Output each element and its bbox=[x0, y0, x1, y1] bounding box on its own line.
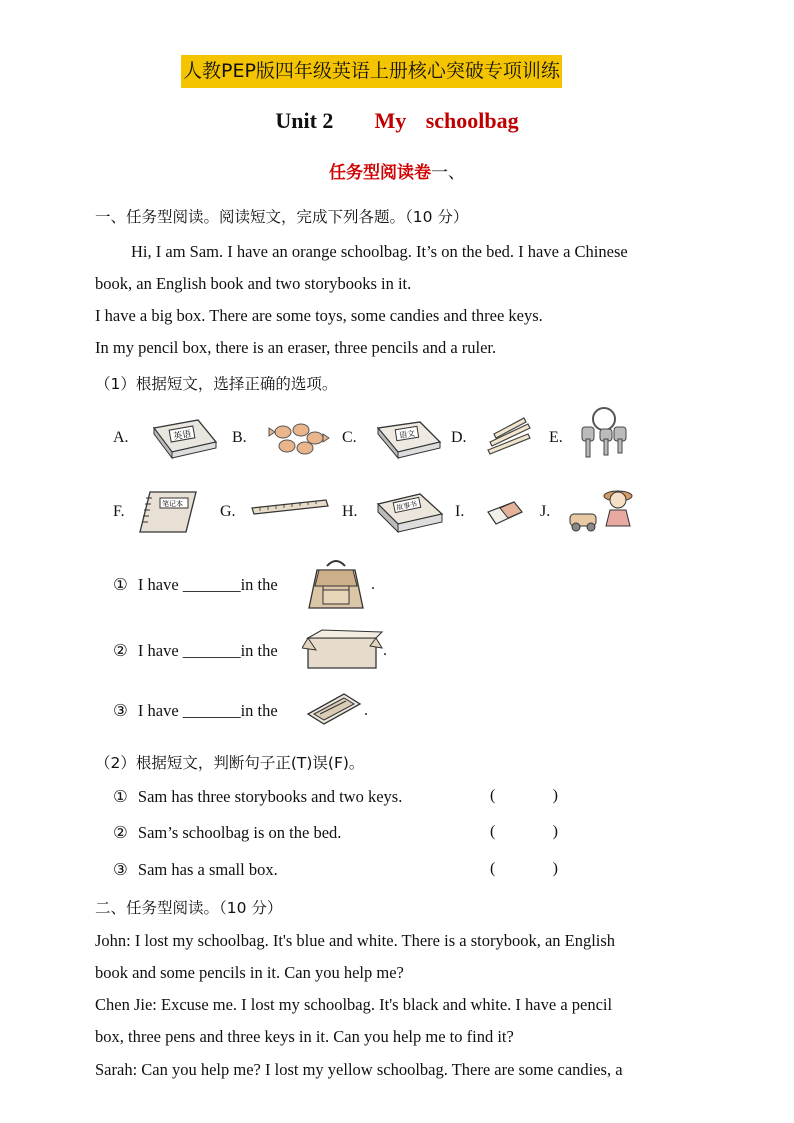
item-number: ① bbox=[113, 787, 128, 806]
fill-text: I have _______in the bbox=[137, 641, 278, 660]
eraser-icon bbox=[484, 498, 526, 528]
passage-line: Sarah: Can you help me? I lost my yellow schoolbag. There are some candies, a bbox=[95, 1060, 623, 1079]
passage-line: John: I lost my schoolbag. It's blue and white. There is a storybook, an English bbox=[95, 931, 616, 950]
judge-text: Sam has a small box. bbox=[137, 860, 278, 879]
english-book-icon bbox=[148, 414, 220, 462]
item-number: ① bbox=[113, 575, 128, 594]
passage-line: Hi, I am Sam. I have an orange schoolbag. It’s on the bed. I have a Chinese bbox=[131, 242, 628, 261]
fill-text: I have _______in the bbox=[137, 575, 278, 594]
chinese-book-icon bbox=[374, 416, 444, 462]
option-letter: D. bbox=[451, 429, 467, 446]
subtitle-tail: 一、 bbox=[431, 163, 465, 183]
fill-row bbox=[113, 641, 278, 661]
section1-heading: 一、任务型阅读。阅读短文，完成下列各题。（10 分） bbox=[95, 208, 469, 226]
unit-label: Unit 2 bbox=[275, 108, 334, 133]
pencil-box-icon bbox=[304, 690, 364, 728]
keys-icon bbox=[578, 405, 630, 463]
subtitle-red: 任务型阅读卷 bbox=[329, 163, 431, 183]
fill-text: I have _______in the bbox=[137, 701, 278, 720]
answer-parentheses[interactable]: ( ) bbox=[490, 860, 558, 877]
banner-title: 人教PEP版四年级英语上册核心突破专项训练 bbox=[181, 55, 562, 88]
paper-subtitle bbox=[0, 158, 794, 183]
fill-row bbox=[113, 575, 278, 595]
option-letter: C. bbox=[342, 429, 357, 446]
section2-heading: 二、任务型阅读。（10 分） bbox=[95, 899, 283, 917]
option-letter: B. bbox=[232, 429, 247, 446]
unit-title bbox=[0, 108, 794, 134]
storybooks-icon bbox=[374, 490, 446, 536]
option-letter: G. bbox=[220, 503, 236, 520]
candies-icon bbox=[265, 418, 331, 458]
item-number: ② bbox=[113, 823, 128, 842]
answer-parentheses[interactable]: ( ) bbox=[490, 787, 558, 804]
item-number: ③ bbox=[113, 701, 128, 720]
svg-text:笔记本: 笔记本 bbox=[162, 500, 183, 508]
judge-row bbox=[113, 787, 402, 807]
answer-parentheses[interactable]: ( ) bbox=[490, 823, 558, 840]
judge-row bbox=[113, 860, 278, 880]
option-letter: I. bbox=[455, 503, 465, 520]
passage-line: book and some pencils in it. Can you help me? bbox=[95, 963, 404, 982]
fill-end: . bbox=[364, 702, 368, 719]
item-number: ② bbox=[113, 641, 128, 660]
unit-name: My schoolbag bbox=[374, 108, 519, 133]
passage-line: book, an English book and two storybooks in it. bbox=[95, 274, 412, 293]
option-letter: E. bbox=[549, 429, 563, 446]
fill-end: . bbox=[371, 576, 375, 593]
pencils-icon bbox=[484, 416, 536, 456]
notebook-icon bbox=[136, 486, 200, 538]
option-letter: H. bbox=[342, 503, 358, 520]
box-icon bbox=[302, 628, 384, 672]
svg-text:英语: 英语 bbox=[172, 429, 193, 443]
passage-line: I have a big box. There are some toys, some candies and three keys. bbox=[95, 306, 543, 325]
fill-row bbox=[113, 701, 278, 721]
toys-icon bbox=[566, 484, 638, 534]
passage-line: Chen Jie: Excuse me. I lost my schoolbag. It's black and white. I have a pencil bbox=[95, 995, 613, 1014]
ruler-icon bbox=[250, 496, 330, 520]
item-number: ③ bbox=[113, 860, 128, 879]
schoolbag-icon bbox=[305, 556, 367, 614]
judge-text: Sam has three storybooks and two keys. bbox=[137, 787, 403, 806]
option-letter: F. bbox=[113, 503, 125, 520]
svg-text:语文: 语文 bbox=[398, 428, 416, 441]
option-letter: J. bbox=[540, 503, 551, 520]
passage-line: In my pencil box, there is an eraser, three pencils and a ruler. bbox=[95, 338, 497, 357]
passage-line: box, three pens and three keys in it. Can you help me to find it? bbox=[95, 1027, 514, 1046]
option-letter: A. bbox=[113, 429, 129, 446]
part1-heading: （1）根据短文，选择正确的选项。 bbox=[95, 375, 338, 393]
judge-text: Sam’s schoolbag is on the bed. bbox=[137, 823, 342, 842]
judge-row bbox=[113, 823, 341, 843]
fill-end: . bbox=[383, 642, 387, 659]
part2-heading: （2）根据短文，判断句子正(T)误(F)。 bbox=[95, 754, 365, 772]
svg-text:故事书: 故事书 bbox=[395, 499, 418, 513]
